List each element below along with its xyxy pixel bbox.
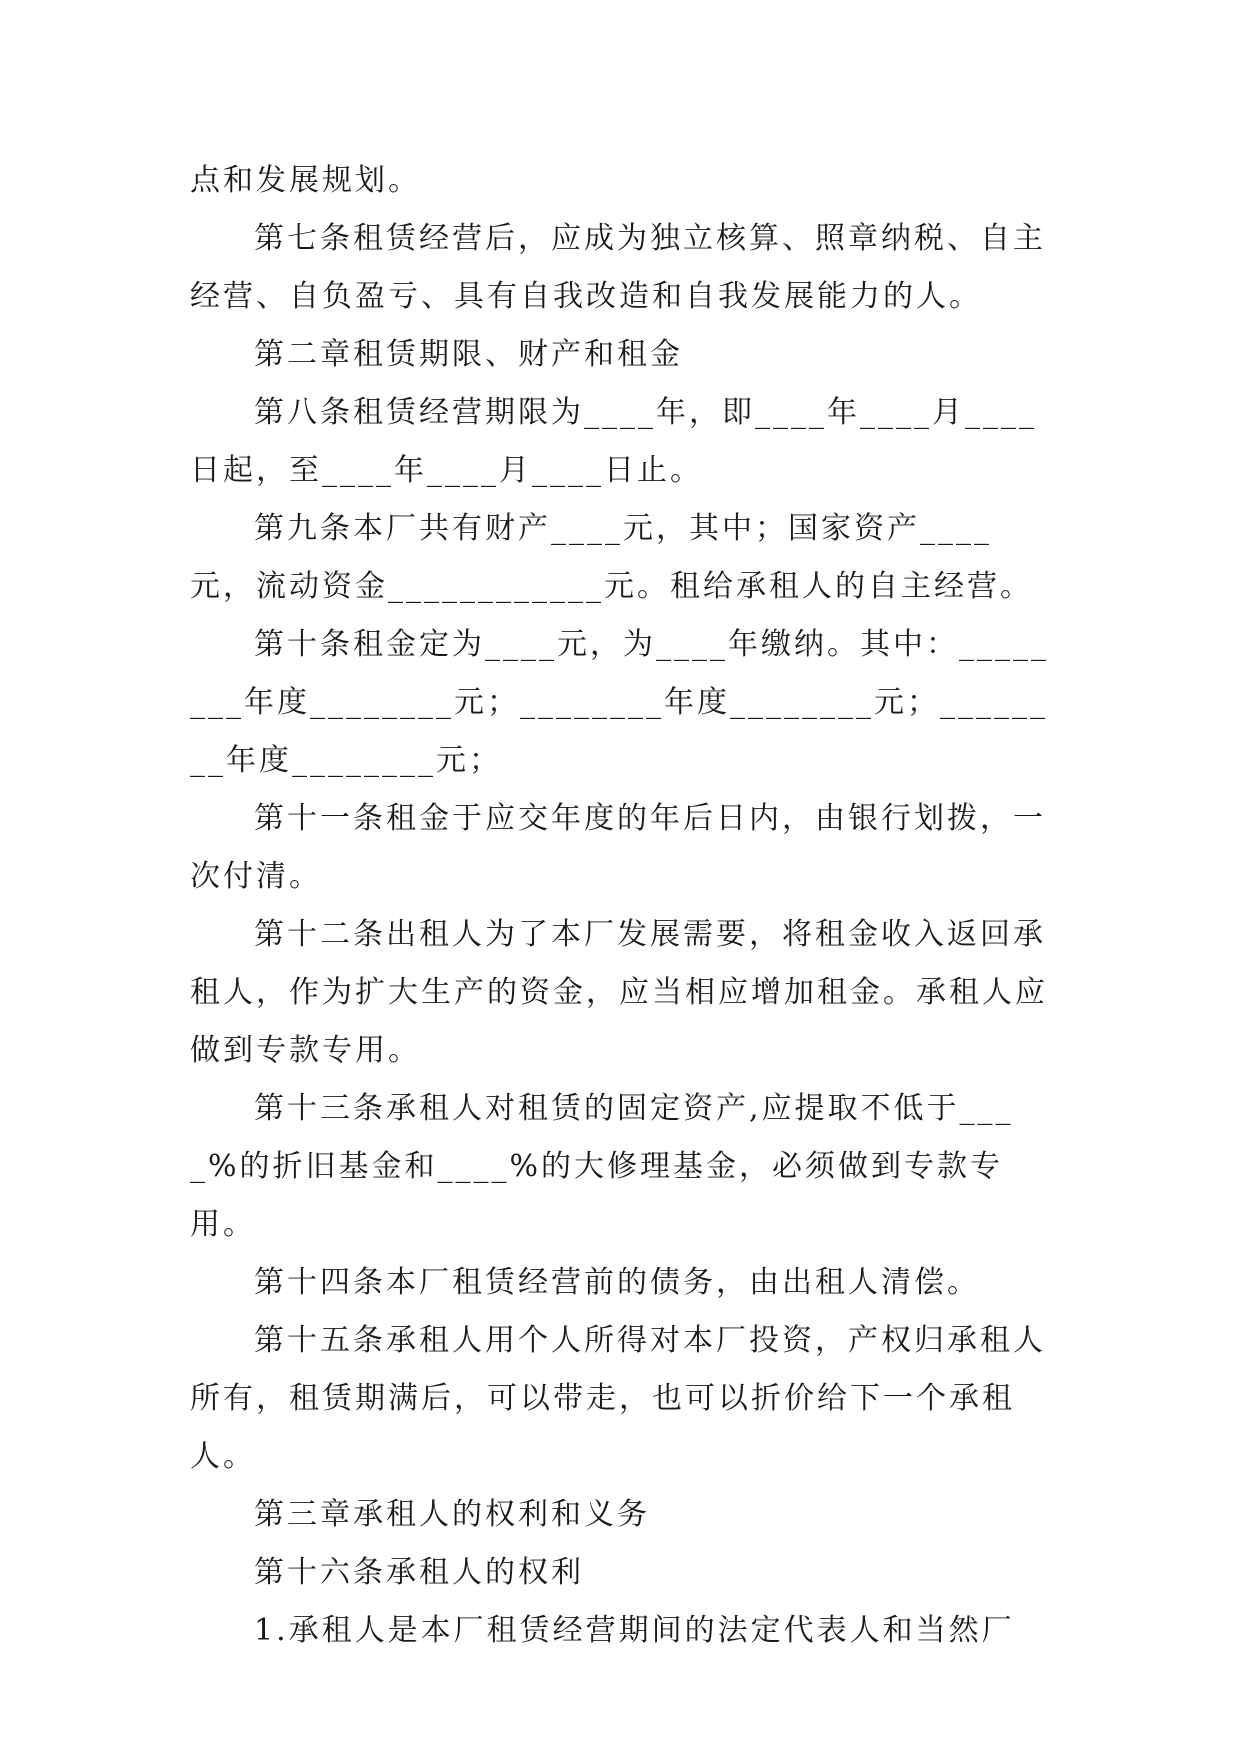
chapter-heading-2: 第二章租赁期限、财产和租金 [254, 337, 683, 372]
paragraph-article-7: 第七条租赁经营后，应成为独立核算、照章纳税、自主经营、自负盈亏、具有自我改造和自我发展能力的人。 [190, 221, 1046, 314]
paragraph-article-11: 第十一条租金于应交年度的年后日内，由银行划拨，一次付清。 [190, 801, 1046, 894]
paragraph-article-12: 第十二条出租人为了本厂发展需要，将租金收入返回承租人，作为扩大生产的资金，应当相应增加租金。承租人应做到专款专用。 [190, 917, 1048, 1068]
paragraph-article-16: 第十六条承租人的权利 [254, 1555, 584, 1590]
paragraph-article-8: 第八条租赁经营期限为____年，即____年____月____日起，至____年____月____日止。 [190, 395, 1037, 488]
paragraph-article-10: 第十条租金定为____元，为____年缴纳。其中：________年度________元；________年度________元；________年度________元； [190, 627, 1049, 778]
list-item-1: 1.承租人是本厂租赁经营期间的法定代表人和当然厂 [254, 1613, 1015, 1648]
paragraph-article-14: 第十四条本厂租赁经营前的债务，由出租人清偿。 [254, 1265, 980, 1300]
paragraph-article-13: 第十三条承租人对租赁的固定资产,应提取不低于____%的折旧基金和____%的大修理基金，必须做到专款专用。 [190, 1091, 1014, 1242]
paragraph-continuation: 点和发展规划。 [190, 163, 421, 198]
document-body [190, 152, 1050, 1660]
paragraph-article-15: 第十五条承租人用个人所得对本厂投资，产权归承租人所有，租赁期满后，可以带走，也可以折价给下一个承租人。 [190, 1323, 1046, 1474]
chapter-heading-3: 第三章承租人的权利和义务 [254, 1497, 650, 1532]
paragraph-article-9: 第九条本厂共有财产____元，其中；国家资产____元，流动资金____________元。租给承租人的自主经营。 [190, 511, 1033, 604]
